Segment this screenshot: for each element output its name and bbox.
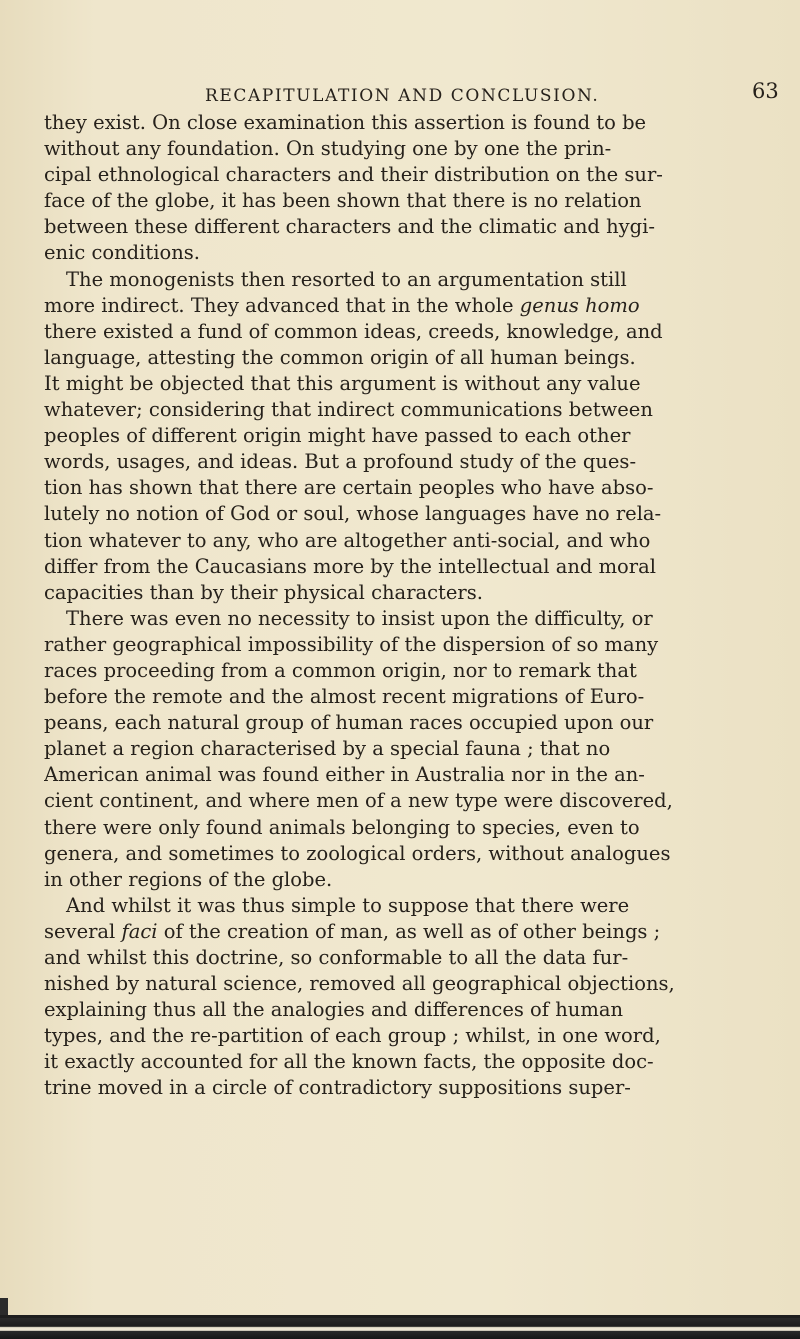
text-line: they exist. On close examination this assertion is found to be bbox=[44, 111, 647, 134]
text-line: The monogenists then resorted to an argumentation still bbox=[66, 267, 627, 291]
italic-term: faci bbox=[121, 919, 158, 943]
text-line: peoples of different origin might have passed to each other bbox=[44, 424, 631, 448]
running-header: RECAPITULATION AND CONCLUSION. bbox=[205, 86, 600, 106]
text-line: there were only found animals belonging to species, even to bbox=[44, 815, 640, 839]
text-line: whatever; considering that indirect communications between bbox=[44, 398, 653, 422]
text-line: language, attesting the common origin of all human beings. bbox=[44, 345, 636, 369]
text-line: it exactly accounted for all the known facts, the opposite doc- bbox=[44, 1050, 654, 1074]
text-line: cipal ethnological characters and their distribution on the sur- bbox=[44, 163, 663, 187]
text-line: There was even no necessity to insist upon the difficulty, or bbox=[66, 606, 653, 630]
text-line: explaining thus all the analogies and differences of human bbox=[44, 998, 624, 1022]
italic-term: genus homo bbox=[519, 293, 640, 317]
page-number: 63 bbox=[752, 79, 779, 103]
text-line: nished by natural science, removed all geographical objections, bbox=[44, 972, 675, 996]
text-line: rather geographical impossibility of the dispersion of so many bbox=[44, 632, 659, 656]
text-line: genera, and sometimes to zoological orders, without analogues bbox=[44, 841, 671, 865]
text-line: before the remote and the almost recent migrations of Euro- bbox=[44, 685, 645, 709]
text-line: face of the globe, it has been shown that there is no relation bbox=[44, 189, 642, 213]
scan-border-bottom bbox=[0, 1318, 800, 1339]
text-line: capacities than by their physical characters. bbox=[44, 580, 483, 604]
text-line: American animal was found either in Australia nor in the an- bbox=[44, 763, 645, 787]
text-line: It might be objected that this argument is without any value bbox=[44, 371, 641, 395]
text-line: without any foundation. On studying one by one the prin- bbox=[44, 137, 612, 161]
text-line: types, and the re-partition of each group ; whilst, in one word, bbox=[44, 1024, 661, 1048]
text-line: enic conditions. bbox=[44, 241, 200, 265]
text-line: And whilst it was thus simple to suppose that there were bbox=[66, 893, 630, 917]
text-line: in other regions of the globe. bbox=[44, 867, 333, 891]
text-line: several faci of the creation of man, as well as of other beings ; bbox=[44, 919, 661, 943]
text-line: and whilst this doctrine, so conformable to all the data fur- bbox=[44, 946, 629, 969]
text-line: trine moved in a circle of contradictory suppositions super- bbox=[44, 1076, 631, 1100]
text-line: tion whatever to any, who are altogether anti-social, and who bbox=[44, 528, 651, 552]
text-line: planet a region characterised by a special fauna ; that no bbox=[44, 737, 611, 761]
text-line: more indirect. They advanced that in the whole genus homo bbox=[44, 293, 640, 317]
text-line: peans, each natural group of human races occupied upon our bbox=[44, 711, 654, 735]
text-line: words, usages, and ideas. But a profound study of the ques- bbox=[44, 450, 637, 474]
text-line: between these different characters and the climatic and hygi- bbox=[44, 215, 655, 239]
text-line: lutely no notion of God or soul, whose languages have no rela- bbox=[44, 502, 662, 526]
text-line: cient continent, and where men of a new type were discovered, bbox=[44, 789, 673, 813]
text-line: tion has shown that there are certain peoples who have abso- bbox=[44, 476, 654, 500]
body-text bbox=[44, 110, 792, 1102]
text-line: differ from the Caucasians more by the intellectual and moral bbox=[44, 554, 656, 578]
text-line: there existed a fund of common ideas, creeds, knowledge, and bbox=[44, 319, 663, 343]
text-line: races proceeding from a common origin, nor to remark that bbox=[44, 658, 637, 682]
